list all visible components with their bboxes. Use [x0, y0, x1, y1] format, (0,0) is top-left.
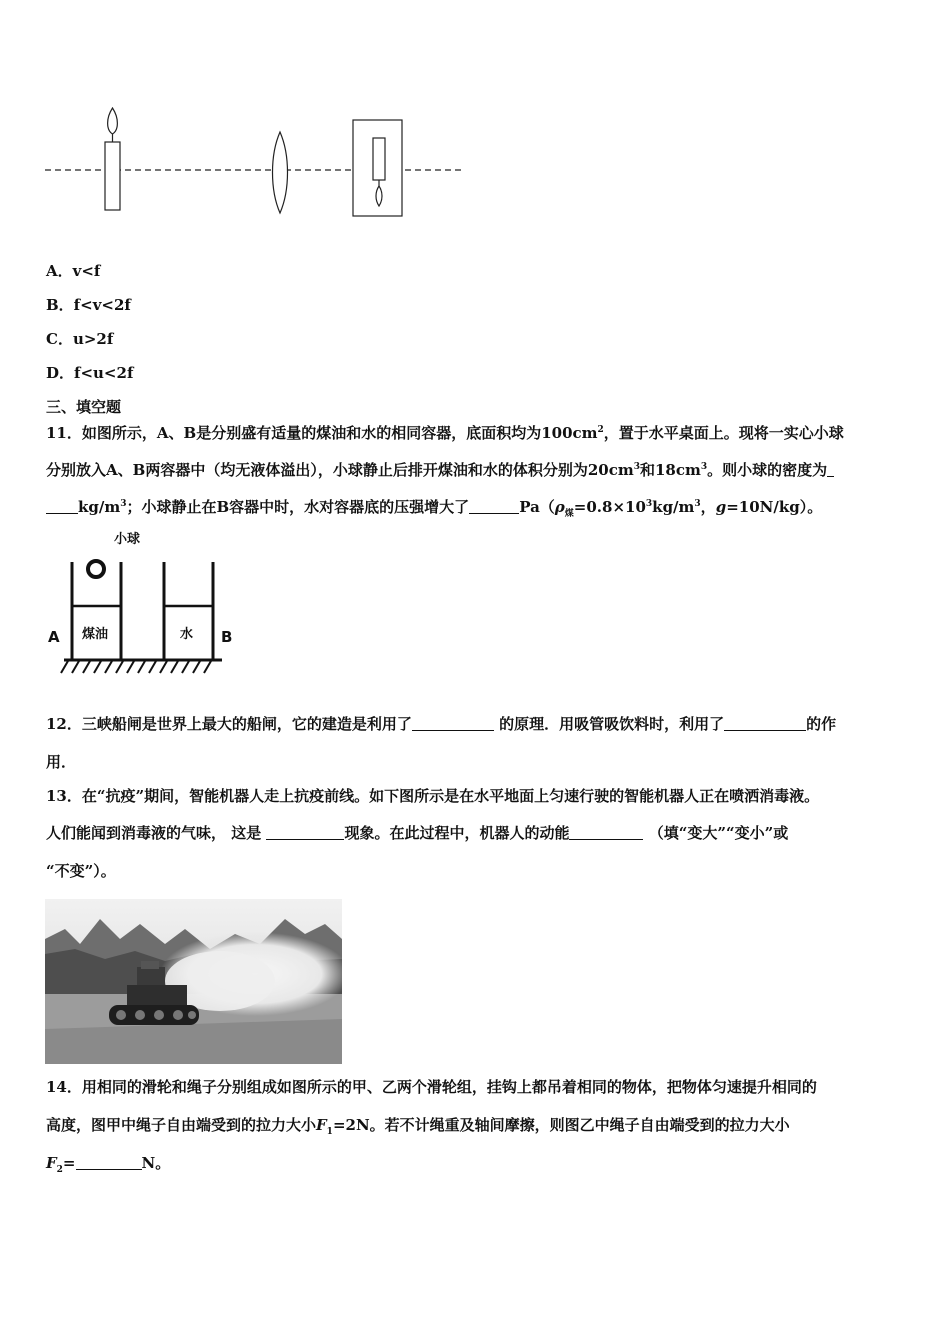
- hatch-mark: [105, 661, 112, 673]
- convex-lens: [273, 132, 288, 213]
- hatch-mark: [127, 661, 134, 673]
- label-b: B: [221, 628, 233, 646]
- q11-line-1: 11．如图所示，A、B是分别盛有适量的煤油和水的相同容器，底面积均为$100cm^2$，置于水平桌面上。现将一实心小球: [46, 424, 844, 442]
- water-label: 水: [180, 627, 194, 642]
- q14-line-3: $F_2= N$。: [46, 1154, 171, 1175]
- answer-blank[interactable]: [76, 1155, 142, 1170]
- containers-figure: [44, 528, 244, 678]
- q12-line-2: 用．: [46, 753, 77, 771]
- answer-blank[interactable]: [569, 825, 643, 840]
- hatch-mark: [193, 661, 200, 673]
- hatch-mark: [204, 661, 211, 673]
- container-b: [164, 562, 213, 660]
- inverted-candle-image: [373, 138, 385, 180]
- hatch-mark: [160, 661, 167, 673]
- screen: [353, 120, 402, 216]
- q14-line-1: 14．用相同的滑轮和绳子分别组成如图所示的甲、乙两个滑轮组，挂钩上都吊着相同的物体，把物体匀速提升相同的: [46, 1078, 817, 1096]
- ball: [88, 561, 104, 577]
- answer-blank[interactable]: [827, 462, 834, 477]
- option-d: D．f<u<2f: [46, 364, 134, 382]
- q14-line-2: 高度，图甲中绳子自由端受到的拉力大小$F_1=2N$。若不计绳重及轴间摩擦，则图乙中绳子自由端受到的拉力大小: [46, 1116, 790, 1137]
- optics-figure: [40, 100, 470, 225]
- hatch-mark: [61, 661, 68, 673]
- section-heading: 三、填空题: [46, 398, 122, 416]
- option-a: A．v<f: [46, 262, 101, 280]
- q11-line-3: $kg/m^3$；小球静止在B容器中时，水对容器底的压强增大了 $Pa(\rho_煤=0.8\times 10^3kg/m^3$，g=10N/kg）。: [46, 497, 822, 517]
- hatch-mark: [116, 661, 123, 673]
- option-b: B．f<v<2f: [46, 296, 131, 314]
- answer-blank[interactable]: [266, 825, 344, 840]
- answer-blank[interactable]: [46, 499, 78, 514]
- candle: [105, 108, 120, 210]
- label-a: A: [48, 628, 60, 646]
- option-c: C．u>2f: [46, 330, 114, 348]
- ground-hatching: [61, 661, 211, 673]
- q11-line-2: 分别放入A、B两容器中（均无液体溢出），小球静止后排开煤油和水的体积分别为$20cm^3$和$18cm^3$。则小球的密度为: [46, 460, 834, 480]
- hatch-mark: [138, 661, 145, 673]
- answer-blank[interactable]: [469, 499, 519, 514]
- answer-blank[interactable]: [724, 716, 806, 731]
- robot-photo: [45, 899, 342, 1064]
- inverted-flame-icon: [376, 186, 382, 206]
- hatch-mark: [72, 661, 79, 673]
- q13-line-1: 13．在“抗疫”期间，智能机器人走上抗疫前线。如下图所示是在水平地面上匀速行驶的智能机器人正在喷洒消毒液。: [46, 787, 820, 805]
- q12-line-1: 12．三峡船闸是世界上最大的船闸，它的建造是利用了 的原理．用吸管吸饮料时，利用了 的作: [46, 715, 837, 733]
- flame-icon: [108, 108, 118, 134]
- ball-label: 小球: [114, 532, 141, 547]
- hatch-mark: [182, 661, 189, 673]
- oil-label: 煤油: [82, 627, 109, 642]
- q13-line-3: “不变”）。: [46, 862, 116, 880]
- hatch-mark: [94, 661, 101, 673]
- answer-blank[interactable]: [412, 716, 494, 731]
- hatch-mark: [83, 661, 90, 673]
- hatch-mark: [171, 661, 178, 673]
- q13-line-2: 人们能闻到消毒液的气味， 这是 现象。在此过程中，机器人的动能 （填“变大”“变小”或: [46, 824, 789, 842]
- hatch-mark: [149, 661, 156, 673]
